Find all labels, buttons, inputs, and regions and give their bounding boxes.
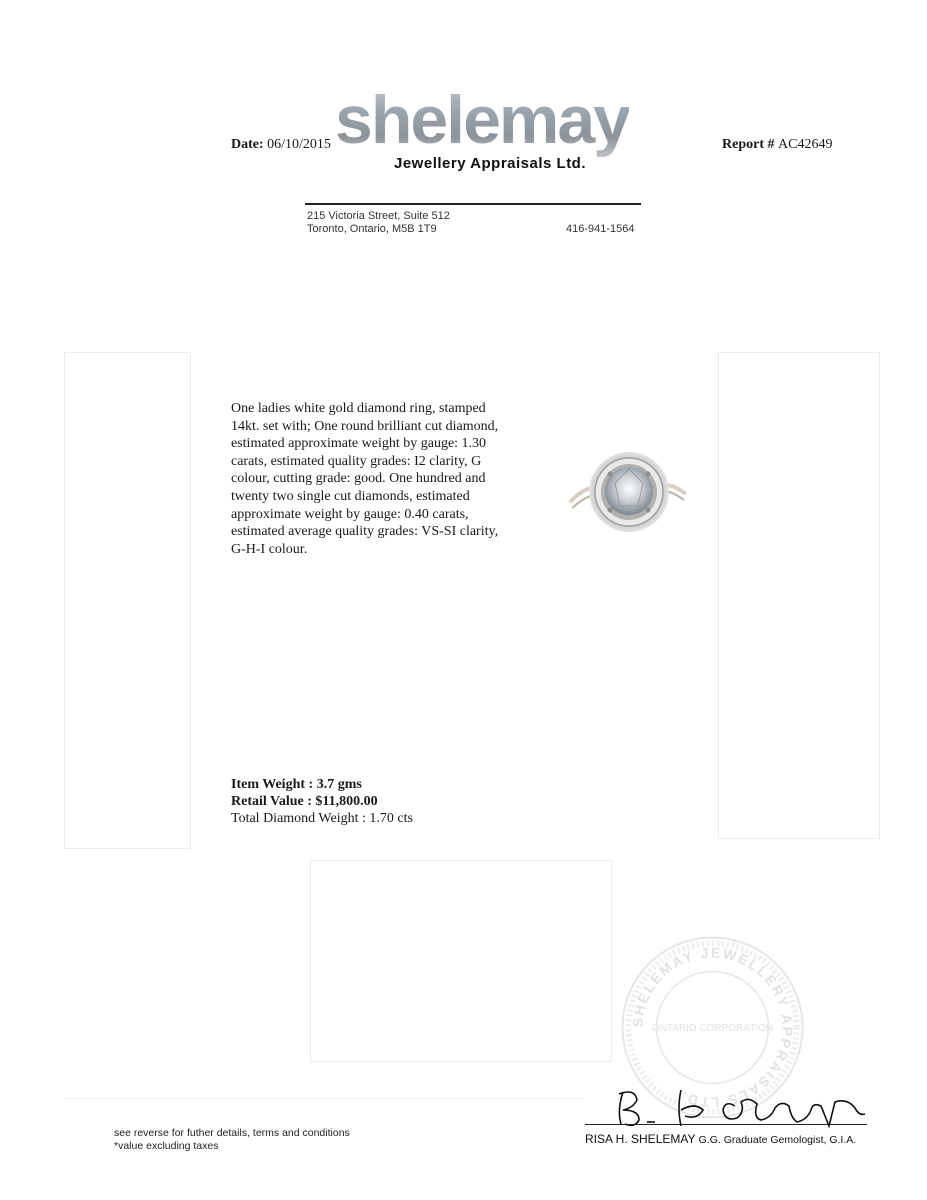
item-description: One ladies white gold diamond ring, stamped 14kt. set with; One round brilliant cut diamond, estimated approximate weight by gauge: 1.30 carats, estimated quality grades: I2 clarity, G colour, cutting grade: good. One hundred and twenty two single cut diamonds, estimated approximate weight by gauge: 0.40 carats, estimated average quality grades: VS-SI clarity, G-H-I colour. <box>231 401 499 557</box>
date-label: Date: <box>231 137 264 152</box>
background-watermark-left <box>64 352 191 849</box>
total-diamond-weight <box>231 810 413 827</box>
address-line1: 215 Victoria Street, Suite 512 <box>307 210 450 222</box>
footer-terms-note: see reverse for futher details, terms and conditions <box>114 1127 350 1139</box>
appraiser-signature <box>585 1080 875 1130</box>
report-label: Report # <box>722 137 775 152</box>
item-weight-label: Item Weight : <box>231 777 314 792</box>
appraiser-title: G.G. Graduate Gemologist, G.I.A. <box>698 1134 857 1146</box>
item-summary <box>231 776 413 827</box>
report-date <box>231 137 331 153</box>
total-diamond-label: Total Diamond Weight : <box>231 811 366 826</box>
header-rule <box>305 203 641 205</box>
appraiser-name: RISA H. SHELEMAY <box>585 1132 696 1146</box>
company-phone: 416-941-1564 <box>566 223 635 235</box>
appraiser-credit <box>585 1132 856 1146</box>
background-watermark-diagram <box>310 860 612 1062</box>
address-line2: Toronto, Ontario, M5B 1T9 <box>307 223 437 235</box>
retail-value-label: Retail Value : <box>231 794 312 809</box>
total-diamond-value: 1.70 cts <box>369 811 413 826</box>
background-line <box>64 1098 584 1099</box>
item-weight <box>231 776 413 793</box>
company-name: Jewellery Appraisals Ltd. <box>394 155 587 172</box>
signature-line <box>585 1124 867 1125</box>
seal-outer-text: SHELEMAY JEWELLERY APPRAISALS LTD. <box>629 944 796 1111</box>
ring-photo <box>568 444 688 539</box>
retail-value-amount: $11,800.00 <box>315 794 378 809</box>
footer-tax-note: *value excluding taxes <box>114 1140 219 1152</box>
date-value: 06/10/2015 <box>267 137 331 152</box>
item-weight-value: 3.7 gms <box>316 777 362 792</box>
logo-wordmark: shelemay <box>335 82 629 158</box>
company-logo <box>335 80 635 190</box>
background-watermark-right <box>718 352 880 839</box>
report-number <box>722 137 832 153</box>
seal-inner-text: ONTARIO CORPORATION <box>651 1023 774 1034</box>
retail-value <box>231 793 413 810</box>
report-value: AC42649 <box>778 137 833 152</box>
